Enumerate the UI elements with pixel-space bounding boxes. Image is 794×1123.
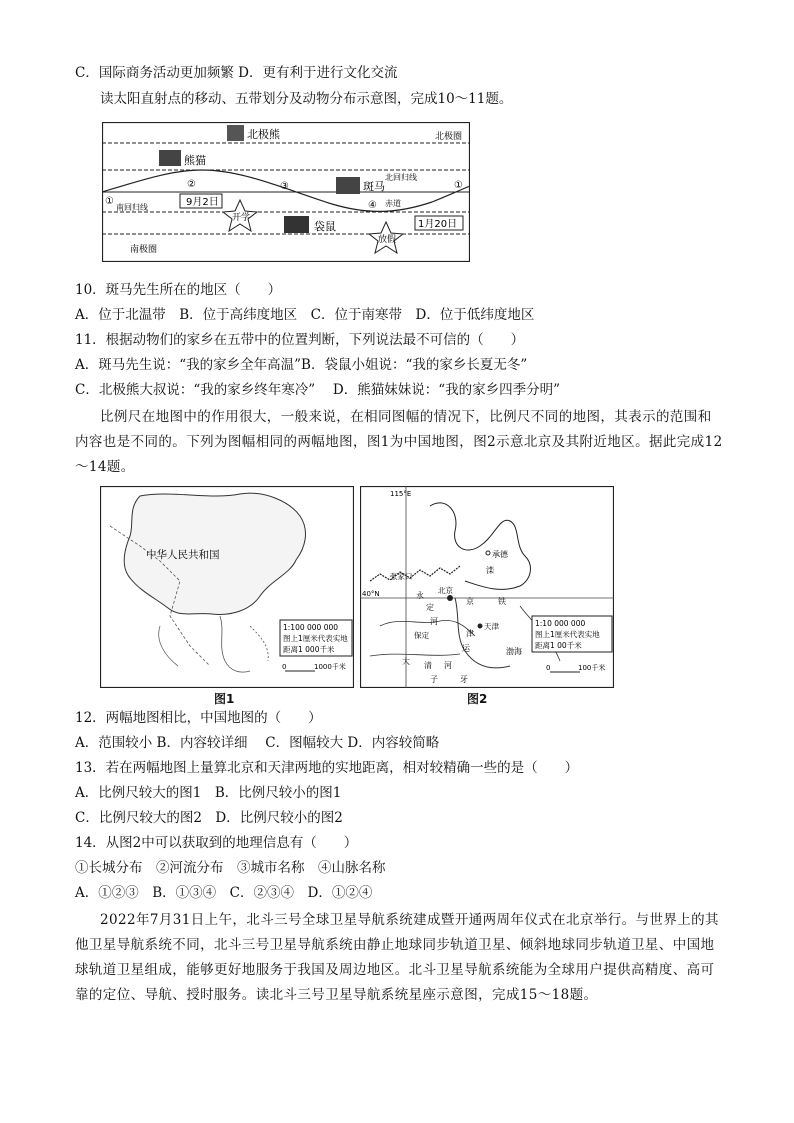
marker-4: ④ [368, 200, 377, 211]
map2-beijing: 北京 [438, 586, 453, 595]
map1-scale-zero: 0 [282, 663, 287, 671]
beijing-dot [447, 595, 453, 601]
q14-options: A．①②③ B．①③④ C．②③④ D．①②④ [75, 885, 373, 901]
date-jan: 1月20日 [418, 219, 458, 230]
label-antarctic-circle: 南极圈 [130, 245, 158, 255]
label-panda: 熊猫 [184, 154, 206, 167]
map2-scale-line3: 距离1 00千米 [535, 641, 582, 650]
q11-options-ab: A．斑马先生说：“我的家乡全年高温”B．袋鼠小姐说：“我的家乡长夏无冬” [75, 357, 528, 373]
label-holiday: 放假 [378, 235, 397, 245]
q14: 14．从图2中可以获取到的地理信息有（ ） [75, 835, 358, 851]
map1-caption: 图1 [214, 692, 235, 706]
map2-tie: 铁 [498, 597, 506, 606]
map2-ya: 牙 [460, 675, 468, 684]
map2-scale-line2: 图上1厘米代表实地 [535, 630, 600, 639]
label-school-start: 开学 [232, 213, 251, 223]
map2-longitude: 115°E [390, 490, 412, 498]
map1-scale-ratio: 1:100 000 000 [283, 623, 339, 632]
zebra-photo [336, 177, 360, 194]
label-polar-bear: 北极熊 [247, 128, 280, 141]
map2-scale-bar-label: 100千米 [578, 664, 606, 672]
marker-2: ② [187, 179, 196, 190]
map1-scale-bar-label: 1000千米 [314, 663, 346, 671]
map1-country-name: 中华人民共和国 [146, 549, 220, 561]
map2-qing: 清 [424, 661, 432, 670]
map2-ding: 定 [426, 603, 434, 612]
map2-yong: 永 [416, 591, 424, 600]
tianjin-dot [478, 624, 483, 629]
q13-options-cd: C．比例尺较大的图2 D．比例尺较小的图2 [75, 810, 343, 826]
map2-bohai: 渤海 [506, 647, 522, 656]
intro-10-11: 读太阳直射点的移动、五带划分及动物分布示意图，完成10～11题。 [100, 91, 513, 107]
panda-photo [159, 150, 181, 166]
map1-scale-line3: 距离1 000千米 [283, 645, 335, 654]
china-map [100, 486, 354, 688]
label-tropic-cancer: 北回归线 [385, 173, 417, 182]
q11: 11．根据动物们的家乡在五带中的位置判断，下列说法最不可信的（ ） [75, 332, 525, 348]
date-sep: 9月2日 [186, 197, 219, 208]
map2-jing: 京 [466, 597, 474, 606]
marker-3: ③ [280, 181, 289, 192]
map2-luan: 滦 [486, 566, 494, 575]
map2-zi: 子 [430, 675, 438, 684]
five-zones-diagram [102, 122, 470, 262]
q14-items: ①长城分布 ②河流分布 ③城市名称 ④山脉名称 [75, 860, 386, 876]
map2-caption: 图2 [467, 692, 488, 706]
q13-options-ab: A．比例尺较大的图1 B．比例尺较小的图1 [75, 785, 342, 801]
map2-latitude: 40°N [362, 590, 380, 598]
intro-12-14: 比例尺在地图中的作用很大，一般来说，在相同图幅的情况下，比例尺不同的地图，其表示的范围和内容也是不同的。下列为图幅相同的两幅地图，图1为中国地图，图2示意北京及其附近地区。据此完成12～14题。 [75, 409, 723, 475]
q10: 10．斑马先生所在的地区（ ） [75, 282, 282, 298]
map2-zhangjiakou: 张家口 [390, 572, 413, 581]
polar-bear-photo [227, 125, 244, 141]
q12: 12．两幅地图相比，中国地图的（ ） [75, 710, 322, 726]
map2-da: 大 [402, 657, 410, 666]
q12-options: A．范围较小 B．内容较详细 C．图幅较大 D．内容较简略 [75, 735, 440, 751]
map2-he1: 河 [430, 617, 438, 626]
map2-scale-ratio: 1:10 000 000 [535, 619, 586, 628]
map1-scale-line2: 图上1厘米代表实地 [283, 634, 348, 643]
q11-options-cd: C．北极熊大叔说：“我的家乡终年寒冷” D．熊猫妹妹说：“我的家乡四季分明” [75, 382, 561, 398]
map2-he2: 河 [444, 661, 452, 670]
q10-options: A．位于北温带 B．位于高纬度地区 C．位于南寒带 D．位于低纬度地区 [75, 307, 535, 323]
marker-1-right: ① [454, 180, 463, 191]
label-equator: 赤道 [385, 199, 401, 208]
label-tropic-capricorn: 南回归线 [116, 203, 148, 212]
q13: 13．若在两幅地图上量算北京和天津两地的实地距离，相对较精确一些的是（ ） [75, 760, 579, 776]
intro-15-18: 2022年7月31日上午，北斗三号全球卫星导航系统建成暨开通两周年仪式在北京举行。与世界上的其他卫星导航系统不同，北斗三号卫星导航系统由静止地球同步轨道卫星、倾斜地球同步轨道卫星、中国地球轨道卫星组成，能够更好地服务于我国及周边地区。北斗卫星导航系统能为全球用户提供高精度、高可靠的定位、导航、授时服务。读北斗三号卫星导航系统星座示意图，完成15～18题。 [75, 912, 719, 1003]
beijing-map [360, 486, 614, 688]
map2-jin: 津 [466, 629, 474, 638]
kangaroo-photo [284, 216, 309, 233]
map2-tianjin: 天津 [484, 622, 499, 631]
map2-chengde: 承德 [492, 550, 508, 559]
map2-baoding: 保定 [414, 631, 429, 640]
map2-scale-zero: 0 [546, 664, 551, 672]
q9-options-cd: C．国际商务活动更加频繁 D．更有利于进行文化交流 [75, 65, 398, 81]
label-zebra: 斑马 [363, 180, 385, 193]
label-arctic-circle: 北极圈 [435, 132, 463, 142]
marker-1-left: ① [105, 196, 114, 207]
map2-yun: 运 [462, 644, 470, 653]
label-kangaroo: 袋鼠 [314, 220, 336, 233]
